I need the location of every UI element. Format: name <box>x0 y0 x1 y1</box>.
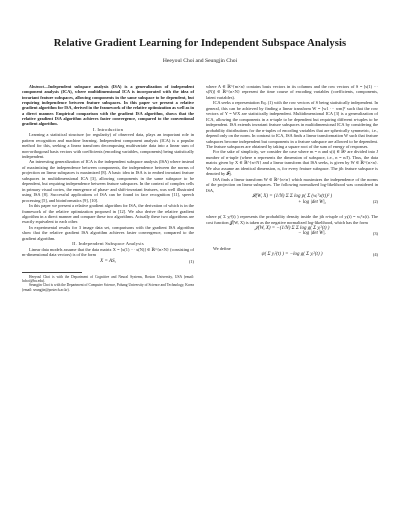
equation-3-line: − log |det W|. <box>298 231 326 237</box>
left-column <box>22 84 194 292</box>
body-paragraph: where p( Σ yᵢ²(t) ) represents the probability density inside the jth n-tuple of yᵢ(t) = wᵢᵀx(t). The cost function 𝒥(W, X) is taken as the negative normalized log-likelihood, which has the form <box>206 214 378 225</box>
equation-4 <box>206 252 378 261</box>
body-paragraph: For the sake of simplicity, we consider the case where m = n and s(t) ∈ ℝⁿ are divided into J number of n-tuple (where n represents the dimension of subspace, i.e., n = n/J). Thus, the data matrix given by X ∈ ℝ^{n×N} and a linear transform that ISA seeks, is given by W ∈ ℝ^{n×n}. We also assume an identical dimension, n, for every feature subspace. The jth feature subspace is denoted by 𝓕j. <box>206 149 378 177</box>
equation-4-body: ψ( Σ yᵢ²(t) ) = −log g( Σ yᵢ²(t) ) <box>261 252 323 258</box>
footnote: Heeyoul Choi is with the Department of Cognitive and Neural Systems, Boston University, USA (email: hchoi@bu.edu). <box>22 274 194 284</box>
paper-title: Relative Gradient Learning for Independent Subspace Analysis <box>53 38 347 49</box>
section-heading-intro: I. Introduction <box>92 126 124 132</box>
equation-3 <box>206 226 378 245</box>
equation-3-number: (3) <box>372 230 378 236</box>
body-paragraph: ISA finds a linear transform W ∈ ℝ^{n×n} which maximizes the independence of the norms of the projection on linear subspaces. The following normalized log-likelihood was considered in ISA, <box>206 176 378 193</box>
intro-paragraph: In experimental results for 3 image data set, comparisons with the gradient ISA algorithm show that the relative gradient ISA algorithm achieves faster convergence, compared to the gradient algorithm. <box>22 224 194 241</box>
abstract-label: Abstract <box>29 84 44 89</box>
body-paragraph: We define <box>213 245 231 251</box>
equation-4-number: (4) <box>372 252 378 258</box>
body-paragraph: ICA seeks a representation Eq. (1) with the row vectors of S being statistically independent. In general, this can be achieved by finding a linear transform W = [w1 ··· wm]ᵀ such that the row vectors of Y = WX are statistically independent. Multidimensional ICA [3] is a generalization of ICA, allowing the components in a n-tuple to be dependent but requiring different n-tuples to be independent. ISA extends invariant feature subspaces in multidimensional ICA by considering the probability distributions for the n-tuples of encoding variables that are spherically symmetric, i.e., depend only on the norm. In contrast to ICA, ISA finds a linear transformation W such that feature subspaces become independent but components in a feature subspace are allowed to be dependent. The feature subspaces are obtained by taking a square root of the sum of energy of responses. <box>206 100 378 149</box>
equation-1-body: X = AS, <box>100 258 116 264</box>
equation-1-number: (1) <box>188 258 194 264</box>
intro-paragraph: Learning a statistical structure (or regularity) of observed data, plays an important role in pattern recognition and machine learning. Independent component analysis (ICA) is a popular method for this, seeking a linear transform decomposing multivariate data into a linear sum of non-orthogonal basis vectors with coefficients (encoding variables, components) being statistically independent. <box>22 132 194 160</box>
equation-3-line: 𝒥(W, X) = −(1/N) Σ Σ log g( Σ yᵢ²(t) ) <box>254 225 330 231</box>
paper-authors: Heeyoul Choi and Seungjin Choi <box>162 58 238 64</box>
equation-2-number: (2) <box>372 199 378 205</box>
footnote-divider <box>22 272 82 273</box>
right-column <box>206 84 378 262</box>
abstract-text: —Independent subspace analysis (ISA) is a generalization of independent component analysis (ICA), where multidimensional ICA is incorporated with the idea of invariant feature subspaces, allowing components in the same subspace to be dependent, but requiring independence between feature subspaces. In this paper we present a relative gradient algorithm for ISA, derived in the framework of the relative optimization as well as in a direct manner. Empirical comparison with the gradient ISA algorithm, shows that the relative gradient ISA algorithm achieves faster convergence, compared to the conventional gradient algorithm. <box>22 84 194 127</box>
equation-2 <box>206 194 378 213</box>
intro-paragraph: In this paper we present a relative gradient algorithm for ISA, the derivation of which is in the framework of the relative optimization proposed in [12]. We also derive the relative gradient algorithm in a direct manner and compare these two algorithms. Actually these two algorithms are exactly equivalent to each other. <box>22 203 194 225</box>
abstract <box>22 84 194 127</box>
intro-paragraph: An interesting generalization of ICA is the independent subspace analysis (ISA) where instead of maximizing the independence between components, the independence between the norms of projection on linear subspaces is maximized [8]. A basic idea in ISA is to embed invariant feature subspaces in multidimensional ICA [3], allowing components in the same subspace to be dependent, but requiring independence between feature subspaces. In the context of complex cells in primary visual cortex, the emergence of phase- and shift-invariant features, was well illustrated using ISA [8]. Successful applications of ISA can be found in face recognition [11], speech processing [5], and bioinformatics [9], [10]. <box>22 159 194 203</box>
equation-2-line: 𝓛(W, X) = (1/N) Σ Σ log p( Σ (wᵢᵀx(t))² ) <box>251 194 333 200</box>
body-paragraph: where A ∈ ℝ^{m×n} contains basis vectors in its columns and the row vectors of S = [s(1) ··· s(N)] ∈ ℝ^{n×N} represent the time course of encoding variables (coefficients, components, latent variables). <box>206 84 378 100</box>
footnote: Seungjin Choi is with the Department of Computer Science, Pohang University of Science and Technology, Korea (email: seungjin@postech.ac.kr). <box>22 283 194 292</box>
equation-2-line: + log |det W|, <box>298 199 326 205</box>
section-heading-isa: II. Independent Subspace Analysis <box>72 241 144 247</box>
equation-1 <box>22 259 194 268</box>
isa-paragraph: Linear data models assume that the data matrix X = [x(1) ··· x(N)] ∈ ℝ^{n×N} (consisting of m-dimensional data vectors) is of the form <box>22 246 194 258</box>
